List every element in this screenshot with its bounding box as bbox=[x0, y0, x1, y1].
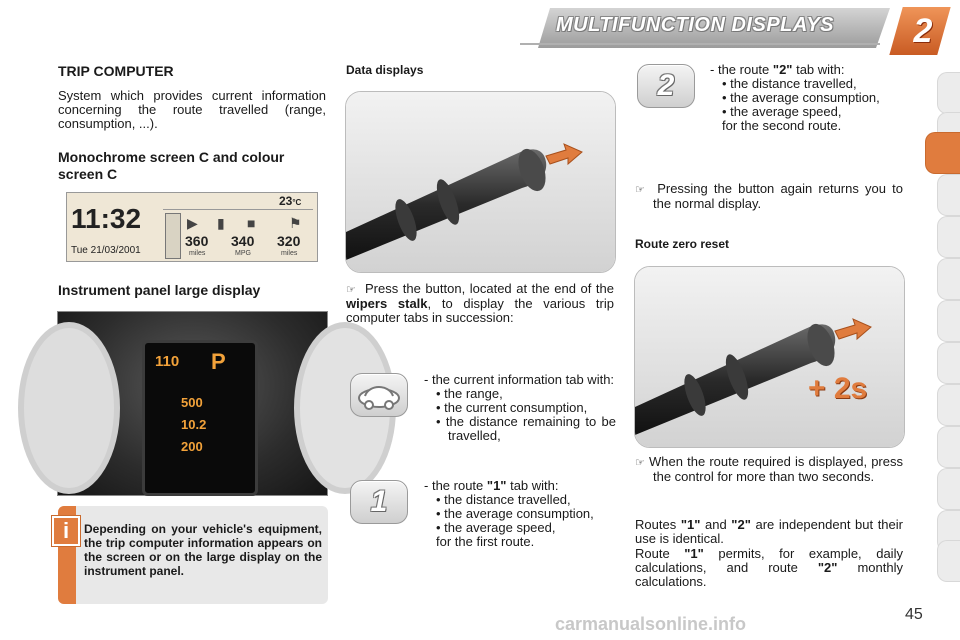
when-route-displayed-text bbox=[635, 455, 903, 484]
car-icon: ▶ bbox=[187, 215, 198, 231]
when-route-sentence: When the route required is displayed, press the control for more than two seconds. bbox=[649, 454, 903, 484]
route-2-label: "2" bbox=[772, 62, 793, 77]
route-1-ref: "1" bbox=[680, 517, 701, 532]
instrument-panel-image bbox=[57, 311, 328, 496]
press-text-part1: Press the button, located at the end of the bbox=[365, 281, 614, 296]
trip-computer-intro: System which provides current information concerning the route travelled (range, consumption, ...). bbox=[58, 88, 326, 131]
routes-independent-text bbox=[635, 518, 903, 546]
screen-temp-unit: °C bbox=[292, 198, 302, 207]
screen-value-distance: 320 bbox=[277, 233, 301, 249]
page-title: MULTIFUNCTION DISPLAYS bbox=[556, 14, 835, 36]
screen-unit-distance: miles bbox=[281, 250, 298, 257]
routes-text-part: are independent but their use is identical. bbox=[635, 517, 903, 546]
routes-text-part: Routes bbox=[635, 517, 677, 532]
dash-value-1: 500 bbox=[181, 395, 203, 410]
mono-screen-heading: Monochrome screen C and colour screen C bbox=[58, 149, 285, 182]
route-2-item: the average speed, bbox=[730, 104, 842, 119]
permits-text-part: monthly calculations. bbox=[635, 560, 903, 589]
side-tab[interactable] bbox=[937, 72, 960, 114]
side-tab[interactable] bbox=[937, 426, 960, 468]
flag-icon: ⚑ bbox=[289, 215, 302, 231]
screen-date: Tue 21/03/2001 bbox=[71, 245, 141, 256]
side-tab[interactable] bbox=[937, 468, 960, 510]
screen-unit-range: miles bbox=[189, 250, 206, 257]
side-tab[interactable] bbox=[937, 342, 960, 384]
route-2-item: the distance travelled, bbox=[730, 76, 857, 91]
pointer-icon: ☞ bbox=[635, 457, 645, 469]
press-button-instruction bbox=[346, 282, 614, 325]
permits-text-part: permits, for example, daily calculations, and route bbox=[635, 546, 903, 575]
info-note-text: Depending on your vehicle's equipment, the trip computer information appears on the screen or on the large display on the instrument panel. bbox=[84, 522, 322, 578]
route-1-item: the average speed, bbox=[444, 520, 556, 535]
routes-text-part: and bbox=[704, 517, 727, 532]
wiper-stalk-image bbox=[345, 91, 616, 273]
route-1-item: the average consumption, bbox=[444, 506, 594, 521]
route-2-item: the average consumption, bbox=[730, 90, 880, 105]
current-tab-item: the range, bbox=[444, 386, 503, 401]
route-1-intro: the route bbox=[431, 478, 484, 493]
side-tab[interactable] bbox=[937, 540, 960, 582]
route-1-tab-chip bbox=[350, 480, 408, 524]
dash-value-2: 10.2 bbox=[181, 417, 207, 432]
chapter-number: 2 bbox=[913, 12, 933, 50]
route-2-tab-description: - the route "2" tab with: • the distance travelled, • the average consumption, • the average speed, for the second route. bbox=[710, 63, 900, 133]
current-info-tab-chip bbox=[350, 373, 408, 417]
side-tab[interactable] bbox=[937, 174, 960, 216]
route-1-item: the distance travelled, bbox=[444, 492, 571, 507]
route-2-intro-end: tab with: bbox=[796, 62, 845, 77]
screen-value-consumption: 340 bbox=[231, 233, 255, 249]
car-icon bbox=[351, 374, 407, 416]
route-1-digit: 1 bbox=[370, 485, 388, 518]
instrument-panel-heading: Instrument panel large display bbox=[58, 282, 261, 298]
route-1-footer: for the first route. bbox=[436, 534, 535, 549]
press-text-part2: , to display the various trip computer tabs in succession: bbox=[346, 296, 614, 325]
screen-temp: 23 bbox=[279, 194, 293, 208]
dash-value-3: 200 bbox=[181, 439, 203, 454]
route-1-label: "1" bbox=[486, 478, 507, 493]
current-tab-item: the current consumption, bbox=[444, 400, 588, 415]
route-1-tab-description: - the route "1" tab with: • the distance travelled, • the average consumption, • the average speed, for the first route. bbox=[424, 479, 616, 549]
route-permits-text bbox=[635, 547, 903, 589]
pressing-again-sentence: Pressing the button again returns you to the normal display. bbox=[653, 181, 903, 211]
current-tab-description: - the current information tab with: • the range, • the current consumption, • the distance remaining to be travelled, bbox=[424, 372, 617, 443]
side-tab-active[interactable] bbox=[925, 132, 960, 174]
current-tab-item: the distance remaining to be travelled, bbox=[445, 414, 617, 443]
hold-two-seconds-badge: + 2s bbox=[808, 372, 868, 405]
screen-unit-consumption: MPG bbox=[235, 250, 251, 257]
pressing-again-text bbox=[635, 182, 903, 211]
monochrome-screen-image bbox=[66, 192, 318, 262]
route-2-intro: the route bbox=[717, 62, 770, 77]
route-2-tab-chip bbox=[637, 64, 695, 108]
screen-time: 11:32 bbox=[71, 203, 142, 234]
tank-icon: ■ bbox=[247, 215, 256, 231]
side-tab[interactable] bbox=[937, 384, 960, 426]
dash-speed: 110 bbox=[155, 353, 180, 370]
route-zero-reset-heading: Route zero reset bbox=[635, 237, 730, 251]
wipers-stalk-term: wipers stalk bbox=[346, 296, 428, 311]
pointer-icon: ☞ bbox=[635, 184, 645, 196]
screen-value-range: 360 bbox=[185, 233, 209, 249]
side-tab[interactable] bbox=[937, 300, 960, 342]
info-icon: i bbox=[52, 516, 80, 546]
data-displays-heading: Data displays bbox=[346, 63, 424, 77]
route-1-ref: "1" bbox=[684, 546, 704, 561]
route-2-digit: 2 bbox=[657, 69, 675, 102]
trip-computer-heading: TRIP COMPUTER bbox=[58, 63, 174, 79]
route-2-ref: "2" bbox=[817, 560, 838, 575]
current-tab-intro: the current information tab with: bbox=[431, 372, 615, 387]
side-tab[interactable] bbox=[937, 216, 960, 258]
page-number: 45 bbox=[905, 606, 923, 623]
dash-gear: P bbox=[211, 349, 226, 374]
route-1-intro-end: tab with: bbox=[510, 478, 559, 493]
fuel-icon: ▮ bbox=[217, 215, 225, 231]
route-reset-stalk-image bbox=[634, 266, 905, 448]
route-2-footer: for the second route. bbox=[722, 118, 842, 133]
pointer-icon: ☞ bbox=[346, 284, 356, 296]
side-tab[interactable] bbox=[937, 258, 960, 300]
route-2-ref: "2" bbox=[731, 517, 751, 532]
watermark: carmanualsonline.info bbox=[555, 614, 747, 634]
permits-text-part: Route bbox=[635, 546, 670, 561]
